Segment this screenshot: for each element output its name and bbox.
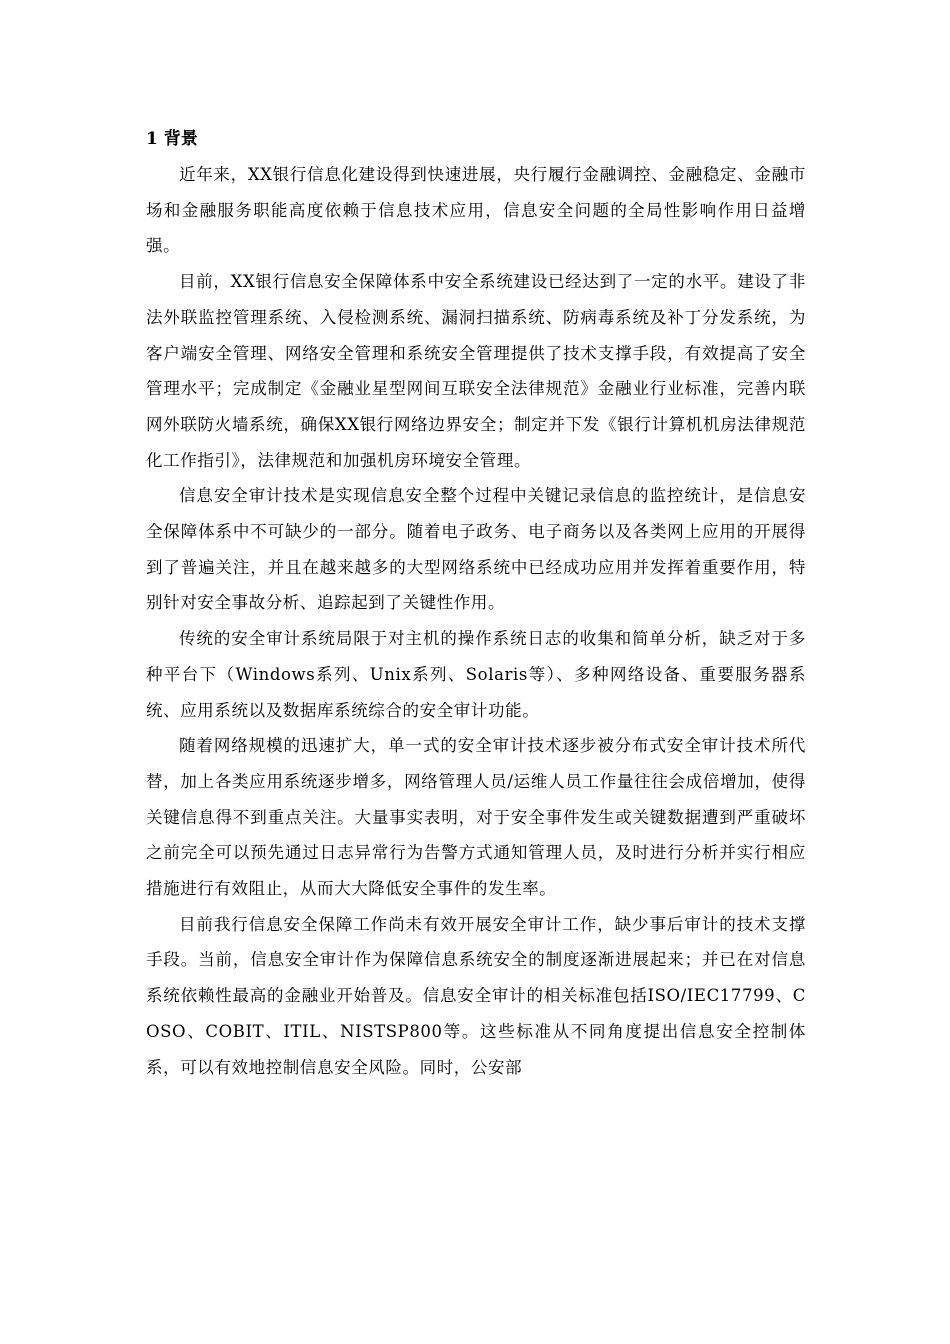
paragraph-5: 随着网络规模的迅速扩大，单一式的安全审计技术逐步被分布式安全审计技术所代替，加上各类应用系统逐步增多，网络管理人员/运维人员工作量往往会成倍增加，使得关键信息得不到重点关注。大量事实表明，对于安全事件发生或关键数据遭到严重破坏之前完全可以预先通过日志异常行为告警方式通知管理人员，及时进行分析并实行相应措施进行有效阻止，从而大大降低安全事件的发生率。 — [146, 736, 806, 899]
paragraph-3: 信息安全审计技术是实现信息安全整个过程中关键记录信息的监控统计，是信息安全保障体系中不可缺少的一部分。随着电子政务、电子商务以及各类网上应用的开展得到了普遍关注，并且在越来越多的大型网络系统中已经成功应用并发挥着重要作用，特别针对安全事故分析、追踪起到了关键性作用。 — [146, 486, 806, 613]
paragraph-4: 传统的安全审计系统局限于对主机的操作系统日志的收集和简单分析，缺乏对于多种平台下（Windows系列、Unix系列、Solaris等）、多种网络设备、重要服务器系统、应用系统以及数据库系统综合的安全审计功能。 — [146, 629, 806, 720]
paragraph-6: 目前我行信息安全保障工作尚未有效开展安全审计工作，缺少事后审计的技术支撑手段。当前，信息安全审计作为保障信息系统安全的制度逐渐进展起来；并已在对信息系统依赖性最高的金融业开始普及。信息安全审计的相关标准包括ISO/IEC17799、COSO、COBIT、ITIL、NISTSP800等。这些标准从不同角度提出信息安全控制体系，可以有效地控制信息安全风险。同时，公安部 — [146, 914, 806, 1077]
paragraph-1: 近年来，XX银行信息化建设得到快速进展，央行履行金融调控、金融稳定、金融市场和金融服务职能高度依赖于信息技术应用，信息安全问题的全局性影响作用日益增强。 — [146, 165, 806, 256]
section-heading: 1 背景 — [146, 129, 198, 149]
paragraph-2: 目前，XX银行信息安全保障体系中安全系统建设已经达到了一定的水平。建设了非法外联监控管理系统、入侵检测系统、漏洞扫描系统、防病毒系统及补丁分发系统，为客户端安全管理、网络安全管理和系统安全管理提供了技术支撑手段，有效提高了安全管理水平；完成制定《金融业星型网间互联安全法律规范》金融业行业标准，完善内联网外联防火墙系统，确保XX银行网络边界安全；制定并下发《银行计算机机房法律规范化工作指引》，法律规范和加强机房环境安全管理。 — [146, 272, 806, 470]
document-body — [146, 121, 806, 1085]
